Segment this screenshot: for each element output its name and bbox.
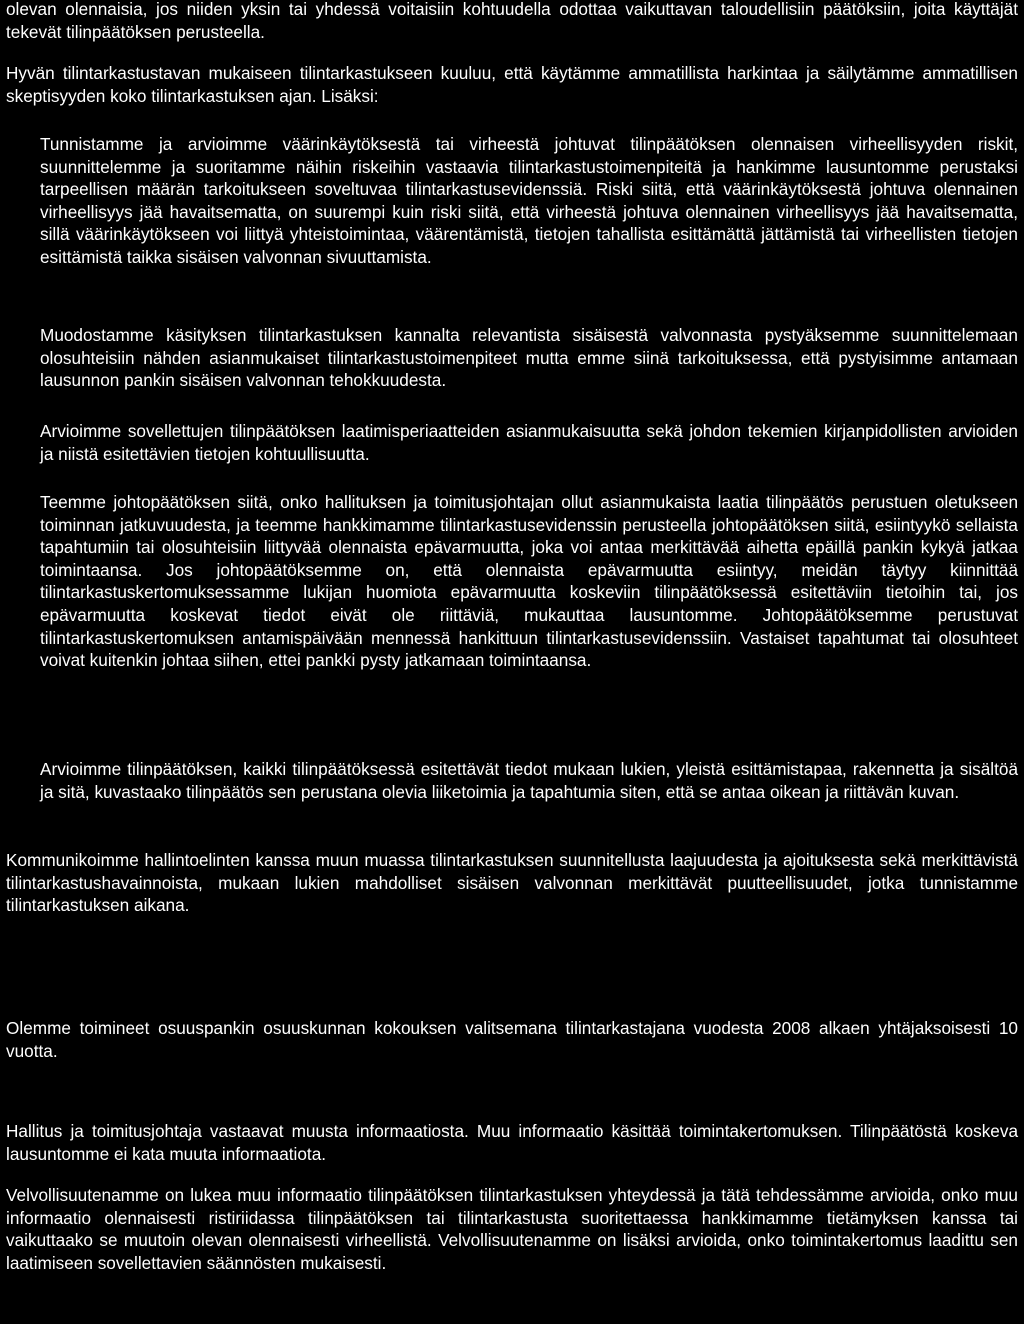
paragraph-internal-control: Muodostamme käsityksen tilintarkastuksen kannalta relevantista sisäisestä valvonnasta pystyäksemme suunnittelemaan olosuhteisiin nähden asianmukaiset tilintarkastustoimenpiteet mutta emme siinä tarkoituksessa, että pystyisimme antamaan lausunnon pankin sisäisen valvonnan tehokkuudesta. bbox=[40, 325, 1018, 391]
paragraph-auditor-duty: Velvollisuutenamme on lukea muu informaatio tilinpäätöksen tilintarkastuksen yhteydessä ja tätä tehdessämme arvioida, onko muu informaatio olennaisesti ristiriidassa tilinpäätöksen tai tilintarkastusta suoritettaessa hankkimamme tietämyksen kanssa tai vaikuttaako se muutoin olevan olennaisesti virheellistä. Velvollisuutenamme on lisäksi arvioida, onko toimintakertomus laadittu sen laatimiseen sovellettavien säännösten mukaisesti. bbox=[6, 1185, 1018, 1273]
paragraph-risk-assessment: Tunnistamme ja arvioimme väärinkäytöksestä tai virheestä johtuvat tilinpäätöksen olennaisen virheellisyyden riskit, suunnittelemme ja suoritamme näihin riskeihin vastaavia tilintarkastustoimenpiteitä ja hankimme lausuntomme perustaksi tarpeellisen määrän tarkoitukseen soveltuvaa tilintarkastusevidenssiä. Riski siitä, että väärinkäytöksestä johtuva olennainen virheellisyys jää havaitsematta, on suurempi kuin riski siitä, että virheestä johtuva olennainen virheellisyys jää havaitsematta, sillä väärinkäytökseen voi liittyä yhteistoimintaa, väärentämistä, tietojen tahallista esittämättä jättämistä tai virheellisten tietojen esittämistä taikka sisäisen valvonnan sivuuttamista. bbox=[40, 134, 1018, 267]
paragraph-materiality-continuation: olevan olennaisia, jos niiden yksin tai yhdessä voitaisiin kohtuudella odottaa vaikuttavan taloudellisiin päätöksiin, joita käyttäjät tekevät tilinpäätöksen perusteella. bbox=[6, 0, 1018, 42]
paragraph-communication: Kommunikoimme hallintoelinten kanssa muun muassa tilintarkastuksen suunnitellusta laajuudesta ja ajoituksesta sekä merkittävistä tilintarkastushavainnoista, mukaan lukien mahdolliset sisäisen valvonnan merkittävät puutteellisuudet, jotka tunnistamme tilintarkastuksen aikana. bbox=[6, 850, 1018, 916]
paragraph-other-information-responsibility: Hallitus ja toimitusjohtaja vastaavat muusta informaatiosta. Muu informaatio käsittää toimintakertomuksen. Tilinpäätöstä koskeva lausuntomme ei kata muuta informaatiota. bbox=[6, 1121, 1018, 1164]
paragraph-overall-presentation: Arvioimme tilinpäätöksen, kaikki tilinpäätöksessä esitettävät tiedot mukaan lukien, yleistä esittämistapaa, rakennetta ja sisältöä ja sitä, kuvastaako tilinpäätös sen perustana olevia liiketoimia ja tapahtumia siten, että se antaa oikean ja riittävän kuvan. bbox=[40, 759, 1018, 802]
paragraph-going-concern: Teemme johtopäätöksen siitä, onko hallituksen ja toimitusjohtajan ollut asianmukaista laatia tilinpäätös perustuen oletukseen toiminnan jatkuvuudesta, ja teemme hankkimamme tilintarkastusevidenssin perusteella johtopäätöksen siitä, esiintyykö sellaista tapahtumiin tai olosuhteisiin liittyvää olennaista epävarmuutta, joka voi antaa merkittävää aihetta epäillä pankin kykyä jatkaa toimintaansa. Jos johtopäätöksemme on, että olennaista epävarmuutta esiintyy, meidän täytyy kiinnittää tilintarkastuskertomuksessamme lukijan huomiota epävarmuutta koskeviin tilinpäätöksessä esitettäviin tietoihin tai, jos epävarmuutta koskevat tiedot eivät ole riittäviä, mukauttaa lausuntomme. Johtopäätöksemme perustuvat tilintarkastuskertomuksen antamispäivään mennessä hankittuun tilintarkastusevidenssiin. Vastaiset tapahtumat tai olosuhteet voivat kuitenkin johtaa siihen, ettei pankki pysty jatkamaan toimintaansa. bbox=[40, 492, 1018, 671]
paragraph-accounting-principles: Arvioimme sovellettujen tilinpäätöksen laatimisperiaatteiden asianmukaisuutta sekä johdon tekemien kirjanpidollisten arvioiden ja niistä esitettävien tietojen kohtuullisuutta. bbox=[40, 421, 1018, 464]
paragraph-auditor-appointment: Olemme toimineet osuuspankin osuuskunnan kokouksen valitsemana tilintarkastajana vuodesta 2008 alkaen yhtäjaksoisesti 10 vuotta. bbox=[6, 1018, 1018, 1061]
paragraph-good-auditing-practice: Hyvän tilintarkastustavan mukaiseen tilintarkastukseen kuuluu, että käytämme ammatillista harkintaa ja säilytämme ammatillisen skeptisyyden koko tilintarkastuksen ajan. Lisäksi: bbox=[6, 63, 1018, 106]
